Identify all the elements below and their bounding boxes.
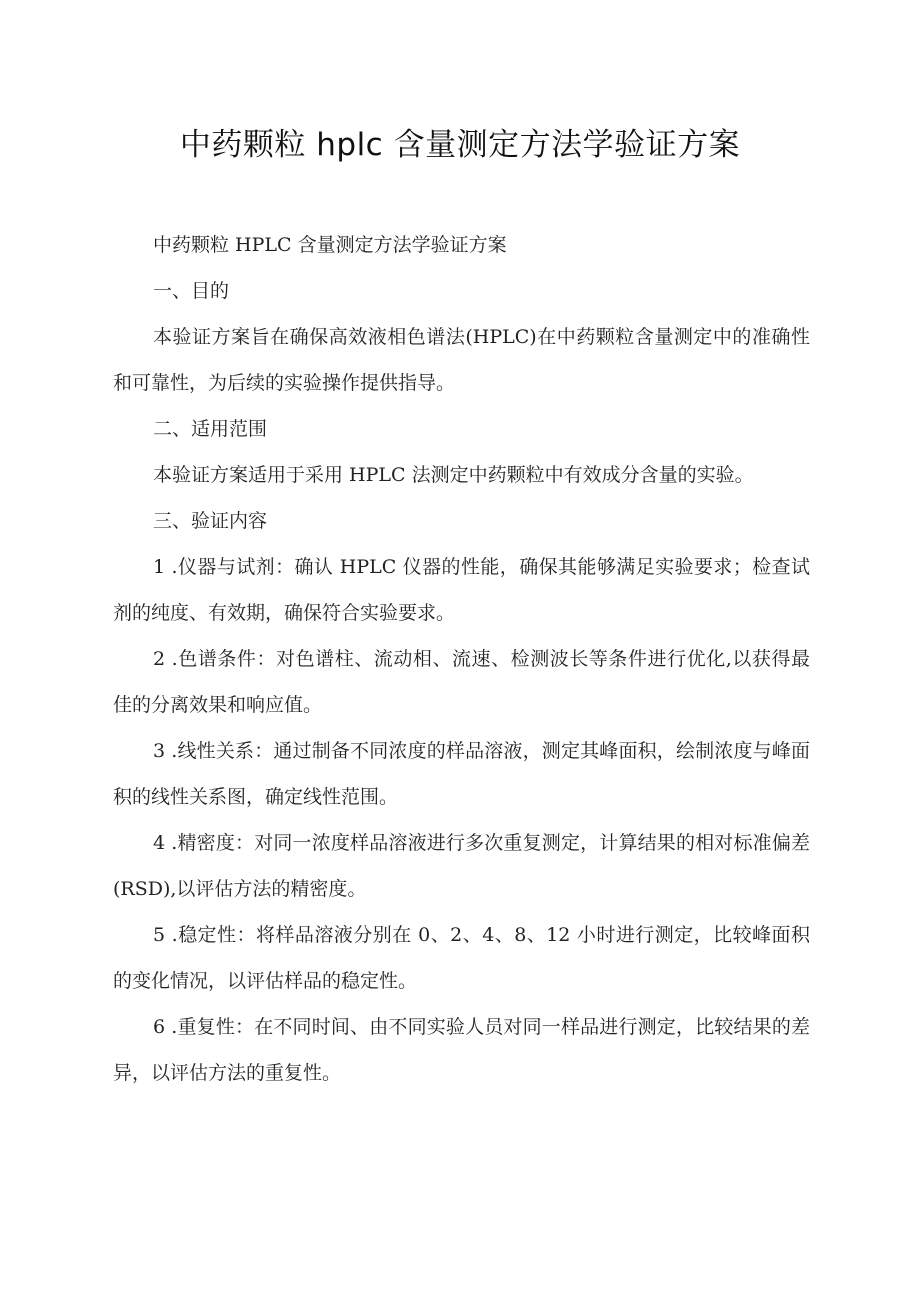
content-item-6: 6 .重复性：在不同时间、由不同实验人员对同一样品进行测定，比较结果的差异，以评估方法的重复性。 [113, 1016, 810, 1084]
document-title: 中药颗粒 hplc 含量测定方法学验证方案 [179, 127, 741, 163]
section-heading-scope: 二、适用范围 [153, 418, 268, 440]
section-heading-content: 三、验证内容 [153, 510, 268, 532]
content-item-2: 2 .色谱条件：对色谱柱、流动相、流速、检测波长等条件进行优化,以获得最佳的分离效果和响应值。 [113, 648, 810, 716]
scope-paragraph: 本验证方案适用于采用 HPLC 法测定中药颗粒中有效成分含量的实验。 [153, 464, 754, 486]
content-item-3: 3 .线性关系：通过制备不同浓度的样品溶液，测定其峰面积，绘制浓度与峰面积的线性关系图，确定线性范围。 [113, 740, 810, 808]
subtitle-paragraph: 中药颗粒 HPLC 含量测定方法学验证方案 [153, 234, 507, 256]
content-item-5: 5 .稳定性：将样品溶液分别在 0、2、4、8、12 小时进行测定，比较峰面积的变化情况，以评估样品的稳定性。 [113, 924, 810, 992]
purpose-paragraph: 本验证方案旨在确保高效液相色谱法(HPLC)在中药颗粒含量测定中的准确性和可靠性，为后续的实验操作提供指导。 [113, 326, 810, 394]
section-heading-purpose: 一、目的 [153, 280, 230, 302]
document-body [113, 222, 810, 1096]
content-item-4: 4 .精密度：对同一浓度样品溶液进行多次重复测定，计算结果的相对标准偏差(RSD),以评估方法的精密度。 [113, 832, 810, 900]
content-item-1: 1 .仪器与试剂：确认 HPLC 仪器的性能，确保其能够满足实验要求；检查试剂的纯度、有效期，确保符合实验要求。 [113, 556, 810, 624]
